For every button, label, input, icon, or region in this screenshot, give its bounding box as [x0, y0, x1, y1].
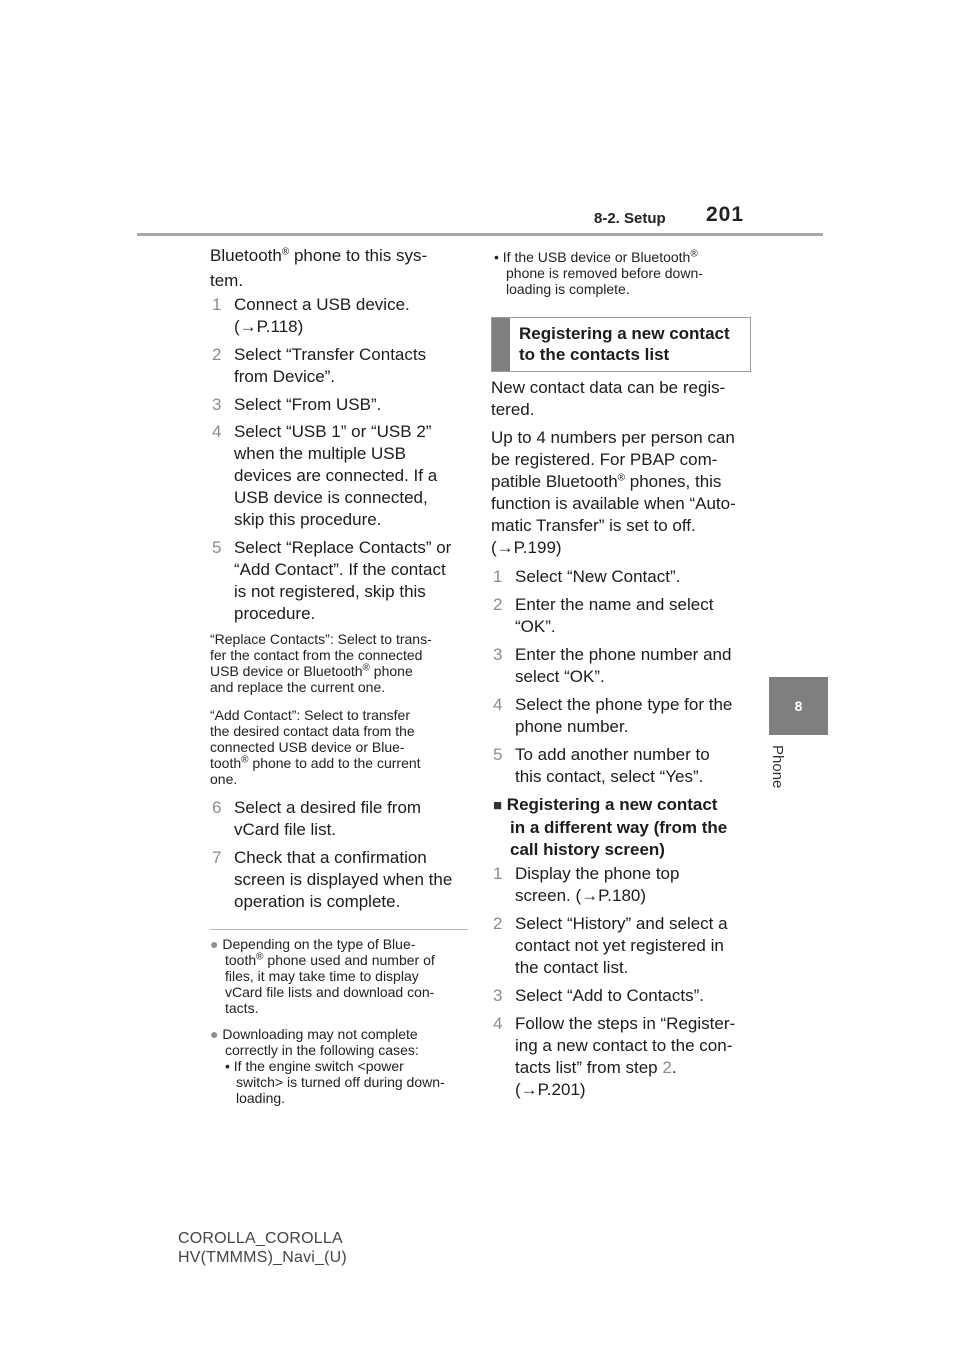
intro-paragraph-1: New contact data can be regis- tered. [491, 378, 726, 419]
header-divider [137, 233, 823, 236]
bullet-icon: ● [210, 1026, 219, 1042]
intro-line-2: tem. [210, 271, 244, 290]
heading-marker [492, 318, 510, 371]
section-heading: Registering a new contact to the contacts list [519, 324, 730, 364]
square-bullet-icon: ■ [493, 797, 503, 814]
page-number: 201 [706, 203, 745, 226]
chapter-label: Phone [769, 745, 786, 789]
chapter-tab [769, 677, 828, 735]
bullet-icon: ● [210, 936, 219, 952]
chapter-number: 8 [794, 698, 803, 714]
section-title: 8-2. Setup [594, 210, 666, 227]
section-heading-box [491, 317, 751, 372]
note-replace-contacts: “Replace Contacts”: Select to trans- fer the contact from the connected USB device or Bluetooth® phone and replace the current one. [210, 631, 432, 695]
intro-line-1: Bluetooth® phone to this sys- [210, 246, 428, 265]
intro-paragraph-2: Up to 4 numbers per person can be registered. For PBAP com- patible Bluetooth® phones, this function is available when “Auto- matic Transfer” is set to off. (→P.199) [491, 428, 736, 557]
note-add-contact: “Add Contact”: Select to transfer the desired contact data from the connected USB device or Blue- tooth® phone to add to the current one. [210, 707, 421, 787]
subsection-heading: ■ Registering a new contact in a different way (from the call history screen) [493, 795, 728, 859]
notes-divider [210, 929, 468, 930]
document-footer: COROLLA_COROLLA HV(TMMMS)_Navi_(U) [178, 1230, 347, 1266]
bullet-note-continued: • If the USB device or Bluetooth® phone is removed before down- loading is complete. [494, 248, 703, 297]
bullet-note-2: ● Downloading may not complete correctly in the following cases: • If the engine switch <power switch> is turned off during down- loading. [210, 1026, 445, 1106]
bullet-note-1: ● Depending on the type of Blue- tooth® phone used and number of files, it may take time to display vCard file lists and download con- tacts. [210, 936, 435, 1016]
